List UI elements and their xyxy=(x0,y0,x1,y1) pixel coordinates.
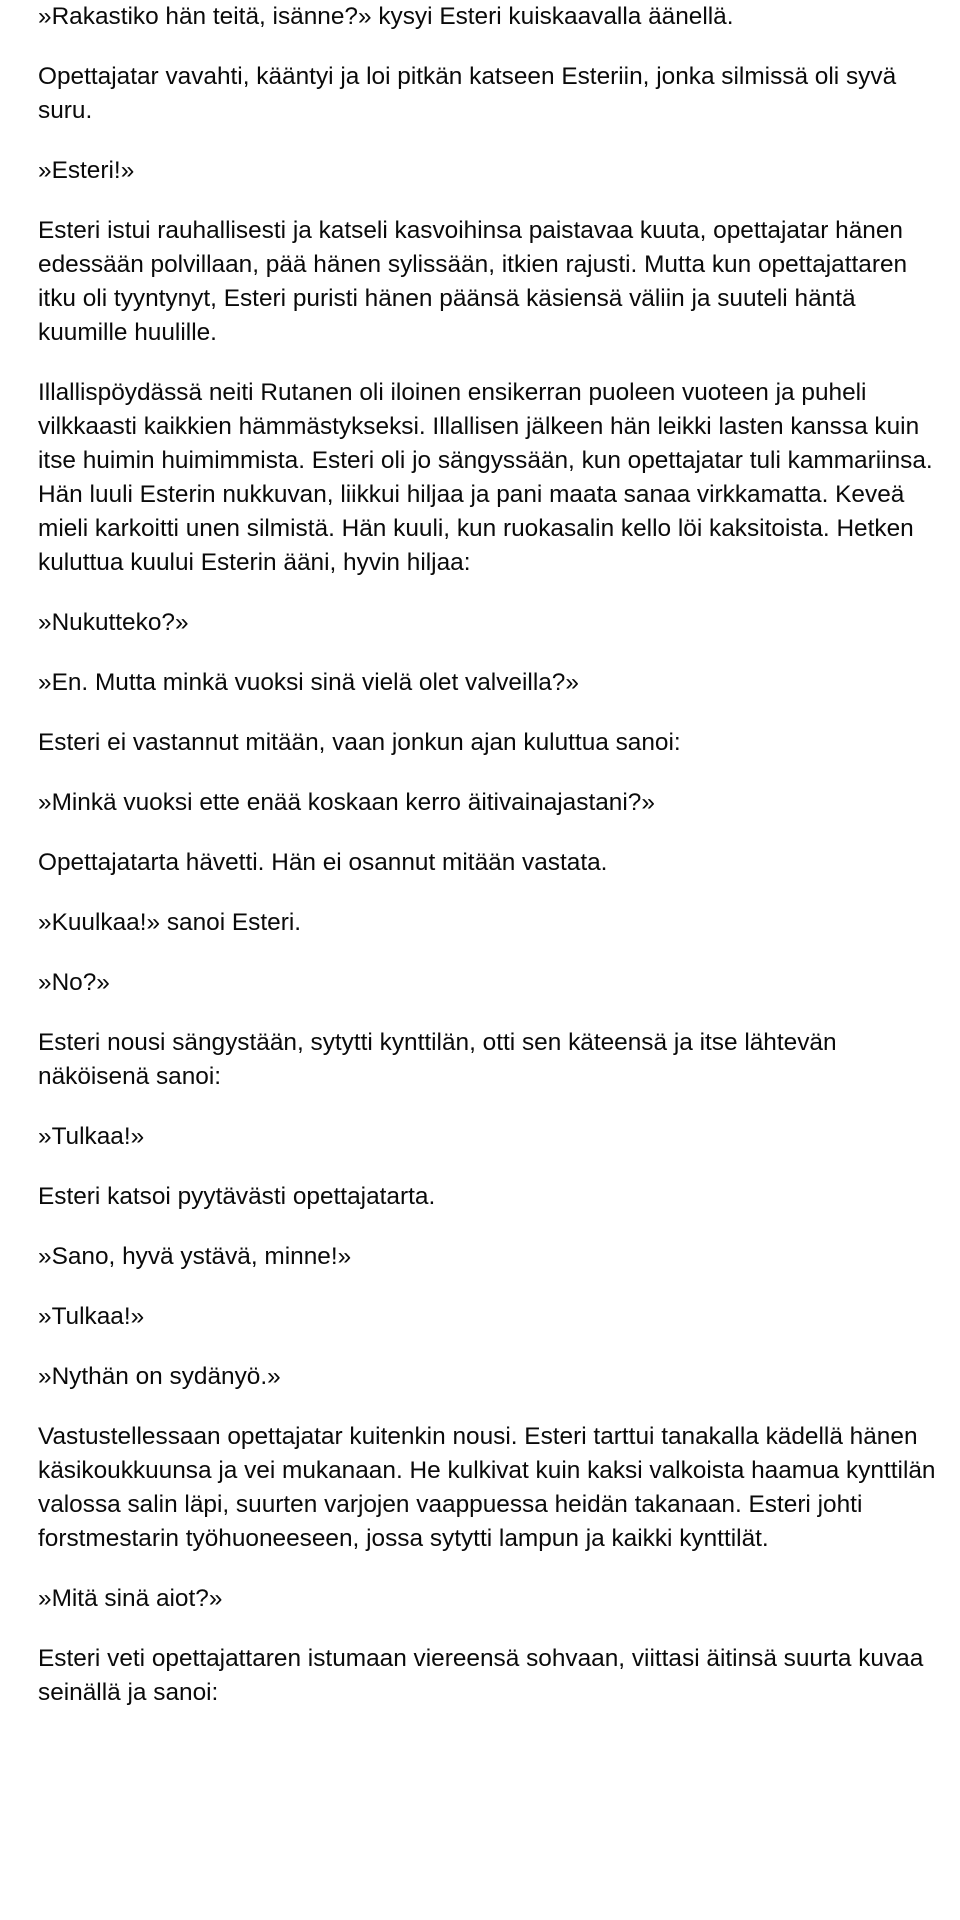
paragraph: »Nukutteko?» xyxy=(38,609,189,636)
paragraph: »Tulkaa!» xyxy=(38,1123,145,1150)
paragraph: »Minkä vuoksi ette enää koskaan kerro äitivainajastani?» xyxy=(38,789,655,816)
paragraph: Esteri nousi sängystään, sytytti kynttilän, otti sen käteensä ja itse lähtevän näköisenä sanoi: xyxy=(38,1029,837,1090)
paragraph: Esteri ei vastannut mitään, vaan jonkun ajan kuluttua sanoi: xyxy=(38,729,681,756)
paragraph: »Sano, hyvä ystävä, minne!» xyxy=(38,1243,352,1270)
paragraph: »Tulkaa!» xyxy=(38,1303,145,1330)
paragraph: »Mitä sinä aiot?» xyxy=(38,1585,223,1612)
paragraph: »No?» xyxy=(38,969,110,996)
paragraph: Esteri istui rauhallisesti ja katseli kasvoihinsa paistavaa kuuta, opettajatar hänen edessään polvillaan, pää hänen sylissään, itkien rajusti. Mutta kun opettajattaren itku oli tyyntynyt, Esteri puristi hänen päänsä käsiensä väliin ja suuteli häntä kuumille huulille. xyxy=(38,217,908,346)
paragraph: Esteri katsoi pyytävästi opettajatarta. xyxy=(38,1183,436,1210)
paragraph: Illallispöydässä neiti Rutanen oli iloinen ensikerran puoleen vuoteen ja puheli vilkkaasti kaikkien hämmästykseksi. Illallisen jälkeen hän leikki lasten kanssa kuin itse huimin huimimmista. Esteri oli jo sängyssään, kun opettajatar tuli kammariinsa. Hän luuli Esterin nukkuvan, liikkui hiljaa ja pani maata sanaa virkkamatta. Keveä mieli karkoitti unen silmistä. Hän kuuli, kun ruokasalin kello löi kaksitoista. Hetken kuluttua kuului Esterin ääni, hyvin hiljaa: xyxy=(38,379,933,576)
paragraph: Opettajatar vavahti, kääntyi ja loi pitkän katseen Esteriin, jonka silmissä oli syvä suru. xyxy=(38,63,897,124)
paragraph: »Nythän on sydänyö.» xyxy=(38,1363,281,1390)
paragraph: »Rakastiko hän teitä, isänne?» kysyi Esteri kuiskaavalla äänellä. xyxy=(38,3,734,30)
paragraph: Opettajatarta hävetti. Hän ei osannut mitään vastata. xyxy=(38,849,608,876)
paragraph: »Kuulkaa!» sanoi Esteri. xyxy=(38,909,302,936)
paragraph: Esteri veti opettajattaren istumaan viereensä sohvaan, viittasi äitinsä suurta kuvaa seinällä ja sanoi: xyxy=(38,1645,924,1706)
paragraph: »Esteri!» xyxy=(38,157,135,184)
paragraph: Vastustellessaan opettajatar kuitenkin nousi. Esteri tarttui tanakalla kädellä hänen käsikoukkuunsa ja vei mukanaan. He kulkivat kuin kaksi valkoista haamua kynttilän valossa salin läpi, suurten varjojen vaappuessa heidän takanaan. Esteri johti forstmestarin työhuoneeseen, jossa sytytti lampun ja kaikki kynttilät. xyxy=(38,1423,936,1552)
paragraph: »En. Mutta minkä vuoksi sinä vielä olet valveilla?» xyxy=(38,669,579,696)
